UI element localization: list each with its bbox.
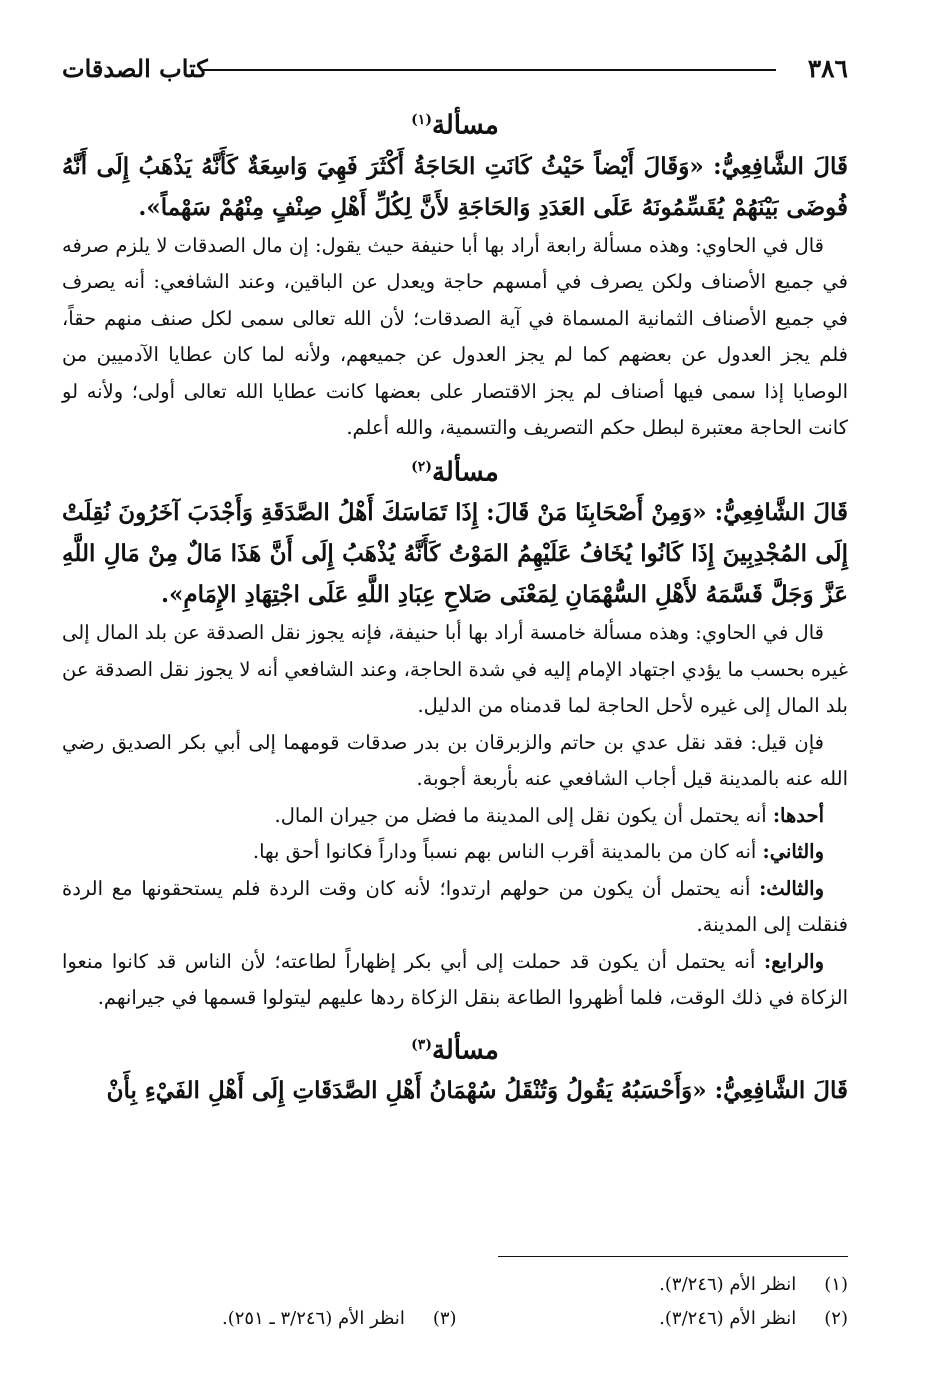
footnote-1: (١)انظر الأم (٣/٢٤٦). (659, 1274, 848, 1295)
section-heading: مسألة$^{(٣)}$ (411, 1035, 499, 1066)
answer-label: والرابع: (764, 949, 824, 973)
footnote-ref: (٢) (411, 458, 432, 475)
footnote-ref: (٣) (411, 1036, 432, 1053)
footnote-rule (498, 1256, 848, 1257)
footnote-3: (٣)انظر الأم (٣/٢٤٦ ـ ٢٥١). (222, 1308, 457, 1329)
page-header (62, 54, 848, 88)
header-rule (202, 69, 776, 71)
footnote-2: (٢)انظر الأم (٣/٢٤٦). (659, 1308, 848, 1329)
answer-paragraph: أحدها: أنه يحتمل أن يكون نقل إلى المدينة ما فضل من جيران المال. (274, 803, 824, 827)
footnote-row (62, 1268, 848, 1302)
answer-label: والثاني: (762, 840, 824, 864)
section-heading: مسألة$^{(١)}$ (411, 110, 499, 141)
shafii-quote: قَالَ الشَّافِعِيُّ: «وَقَالَ أَيْضاً حَيْثُ كَانَتِ الحَاجَةُ أَكْثَرَ فَهِيَ وَاسِعَةٌ كَأَنَّهُ يَذْهَبُ إِلَى أَنَّهُ فُوضَى بَيْنَهُمْ يُقَسِّمُونَهُ عَلَى العَدَدِ وَالحَاجَةِ لأَنَّ لِكُلِّ أَهْلِ صِنْفٍ مِنْهُمْ سَهْماً». (62, 152, 848, 221)
answer-paragraph: والثاني: أنه كان من بالمدينة أقرب الناس بهم نسباً وداراً فكانوا أحق بها. (252, 840, 824, 864)
section-heading: مسألة$^{(٢)}$ (411, 457, 499, 488)
footnote-ref: (١) (411, 112, 432, 128)
commentary-paragraph: فإن قيل: فقد نقل عدي بن حاتم والزبرقان بن بدر صدقات قومهما إلى أبي بكر الصديق رضي الله عنه بالمدينة قيل أجاب الشافعي عنه بأربعة أجوبة. (62, 730, 848, 791)
answer-paragraph: والرابع: أنه يحتمل أن يكون قد حملت إلى أبي بكر إظهاراً لطاعته؛ لأن الناس قد كانوا منعوا الزكاة في ذلك الوقت، فلما أظهروا الطاعة بنقل الزكاة ردها عليهم ليتولوا قسمها في جيرانهم. (62, 949, 848, 1010)
running-title: كتاب الصدقات (62, 54, 208, 83)
page-body (62, 100, 848, 1111)
footnotes (62, 1268, 848, 1336)
answer-paragraph: والثالث: أنه يحتمل أن يكون من حولهم ارتدوا؛ لأنه كان وقت الردة فلم يستحقونها مع الردة فنقلت إلى المدينة. (62, 876, 848, 937)
page-number: ٣٨٦ (807, 54, 848, 83)
shafii-quote: قَالَ الشَّافِعِيُّ: «وَمِنْ أَصْحَابِنَا مَنْ قَالَ: إِذَا تَمَاسَكَ أَهْلُ الصَّدَقَةِ وَأَجْدَبَ آخَرُونَ نُقِلَتْ إِلَى المُجْدِبِينَ إِذَا كَانُوا يُخَافُ عَلَيْهِمُ المَوْتُ كَأَنَّهُ يُذْهَبُ إِلَى أَنَّ هَذَا مَالٌ مِنْ مَالِ اللَّهِ عَزَّ وَجَلَّ قَسَّمَهُ لأَهْلِ السُّهْمَانِ لِمَعْنَى صَلاحِ عِبَادِ اللَّهِ عَلَى اجْتِهَادِ الإِمَامِ». (62, 499, 848, 609)
commentary-paragraph: قال في الحاوي: وهذه مسألة خامسة أراد بها أبا حنيفة، فإنه يجوز نقل الصدقة عن بلد المال إلى غيره بحسب ما يؤدي اجتهاد الإمام إليه في شدة الحاجة، وعند الشافعي أنه لا يجوز نقل الصدقة عن بلد المال إلى غيره لأحل الحاجة لما قدمناه من الدليل. (62, 621, 848, 718)
answer-label: والثالث: (759, 876, 824, 900)
shafii-quote: قَالَ الشَّافِعِيُّ: «وَأَحْسَبُهُ يَقُولُ وَتُنْقَلُ سُهْمَانُ أَهْلِ الصَّدَقَاتِ إِلَى أَهْلِ الفَيْءِ بِأَنْ (106, 1077, 848, 1105)
commentary-paragraph: قال في الحاوي: وهذه مسألة رابعة أراد بها أبا حنيفة حيث يقول: إن مال الصدقات لا يلزم صرفه في جميع الأصناف ولكن يصرف في أمسهم حاجة ويعدل عن الباقين، وعند الشافعي: أنه يصرف في جميع الأصناف الثمانية المسماة في آية الصدقات؛ لأن الله تعالى سمى لكل صنف منهم حقاً، فلم يجز العدول عن بعضهم كما لم يجز العدول عن جميعهم، ولأنه لما كان عطايا الآدميين من الوصايا إذا سمى فيها أصناف لم يجز الاقتصار على بعضها كانت عطايا الله تعالى أولى؛ ولأنه لو كانت الحاجة معتبرة لبطل حكم التصريف والتسمية، والله أعلم. (62, 233, 848, 440)
answer-label: أحدها: (772, 803, 824, 827)
footnote-row (62, 1302, 848, 1336)
